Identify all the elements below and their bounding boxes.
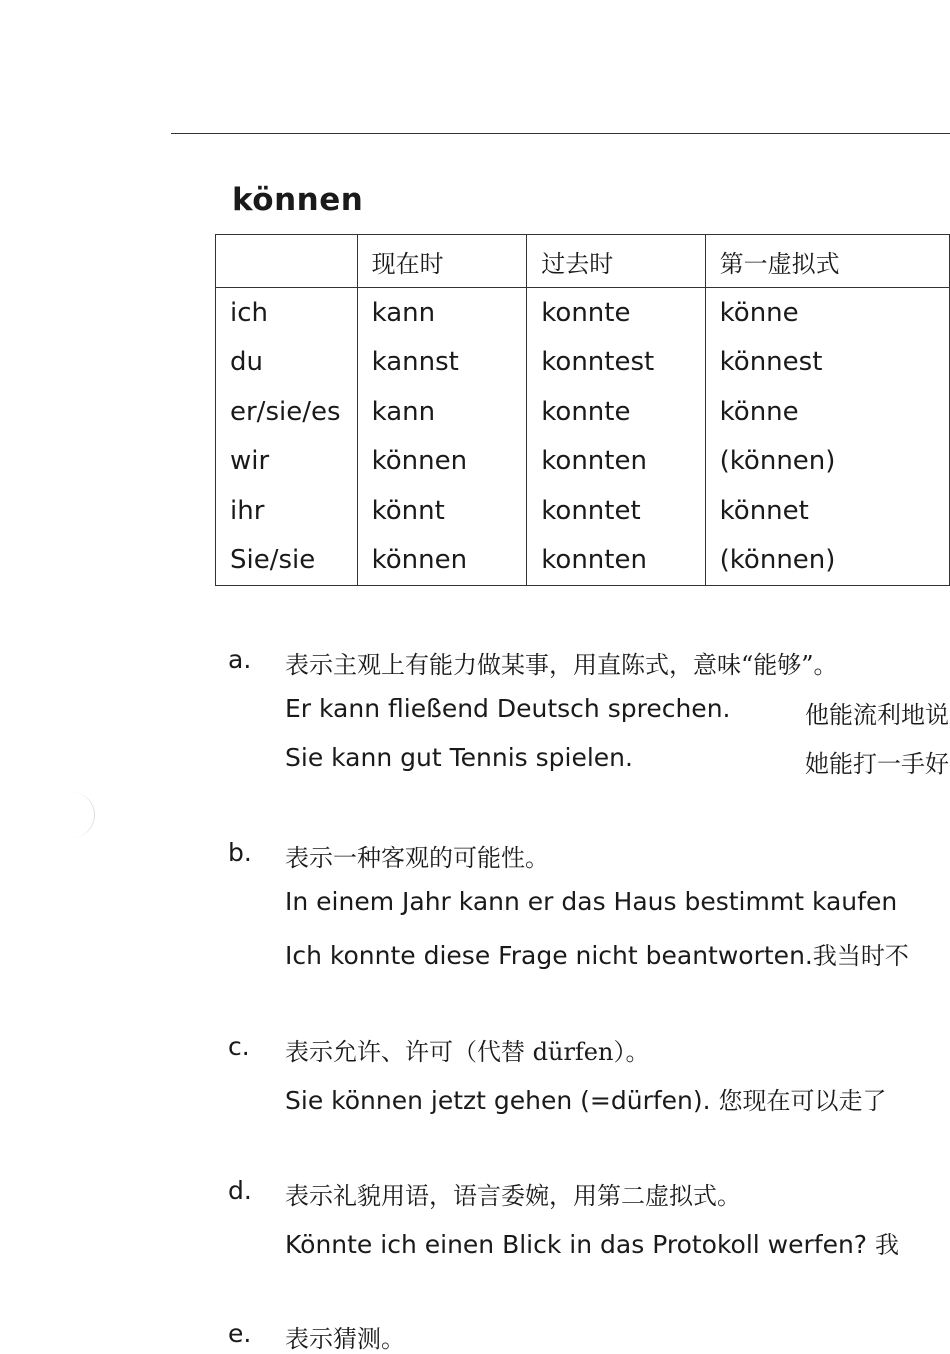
pronoun-cell: er/sie/es [216, 387, 358, 437]
pronoun-cell: wir [216, 437, 358, 487]
pronoun-cell: ich [216, 288, 358, 338]
top-rule [171, 133, 950, 134]
table-cell: können [357, 536, 527, 586]
table-row [216, 288, 950, 338]
example-line [285, 1081, 887, 1116]
example-chinese: 您现在可以走了 [718, 1087, 887, 1115]
example-german: Sie können jetzt gehen (=dürfen). [285, 1086, 711, 1115]
table-cell: konntest [527, 338, 705, 388]
table-cell: könne [705, 387, 949, 437]
section-letter: d. [228, 1176, 252, 1205]
table-row [216, 338, 950, 388]
conjugation-table [215, 234, 950, 586]
example-german: In einem Jahr kann er das Haus bestimmt kaufen [285, 887, 898, 916]
table-cell: konnten [527, 536, 705, 586]
section-description: 表示一种客观的可能性。 [285, 844, 549, 872]
table-cell: (können) [705, 437, 949, 487]
example-german: Könnte ich einen Blick in das Protokoll werfen? [285, 1230, 868, 1259]
table-row [216, 486, 950, 536]
header-cell: 过去时 [527, 235, 705, 288]
table-cell: (können) [705, 536, 949, 586]
example-line [285, 936, 909, 971]
example-chinese: 他能流利地说 [805, 701, 949, 729]
table-header-row [216, 235, 950, 288]
section-description: 表示猜测。 [285, 1325, 405, 1353]
example-german: Er kann fließend Deutsch sprechen. [285, 694, 731, 723]
section-description: 表示允许、许可（代替 dürfen）。 [285, 1038, 650, 1066]
header-cell [216, 235, 358, 288]
table-cell: kann [357, 288, 527, 338]
example-german: Ich konnte diese Frage nicht beantworten. [285, 941, 813, 970]
header-cell: 第一虚拟式 [705, 235, 949, 288]
example-line [285, 1225, 899, 1260]
section-letter: e. [228, 1319, 252, 1348]
table-cell: konnte [527, 288, 705, 338]
table-row [216, 536, 950, 586]
pronoun-cell: Sie/sie [216, 536, 358, 586]
scan-mark [48, 792, 95, 838]
example-chinese: 她能打一手好 [805, 750, 949, 778]
table-row [216, 437, 950, 487]
section-letter: a. [228, 645, 252, 674]
table-cell: konntet [527, 486, 705, 536]
table-cell: könnt [357, 486, 527, 536]
table-row [216, 387, 950, 437]
example-chinese: 我当时不 [812, 942, 909, 970]
section-letter: b. [228, 838, 252, 867]
pronoun-cell: du [216, 338, 358, 388]
table-cell: können [357, 437, 527, 487]
section-letter: c. [228, 1032, 250, 1061]
pronoun-cell: ihr [216, 486, 358, 536]
table-cell: kannst [357, 338, 527, 388]
table-cell: könne [705, 288, 949, 338]
page-title: können [232, 182, 364, 218]
table-cell: könnet [705, 486, 949, 536]
section-description: 表示主观上有能力做某事，用直陈式，意味“能够”。 [285, 651, 838, 679]
example-chinese: 我 [875, 1231, 900, 1259]
table-cell: kann [357, 387, 527, 437]
section-description: 表示礼貌用语，语言委婉，用第二虚拟式。 [285, 1182, 741, 1210]
example-german: Sie kann gut Tennis spielen. [285, 743, 633, 772]
table-cell: konnte [527, 387, 705, 437]
table-cell: könnest [705, 338, 949, 388]
table-cell: konnten [527, 437, 705, 487]
header-cell: 现在时 [357, 235, 527, 288]
